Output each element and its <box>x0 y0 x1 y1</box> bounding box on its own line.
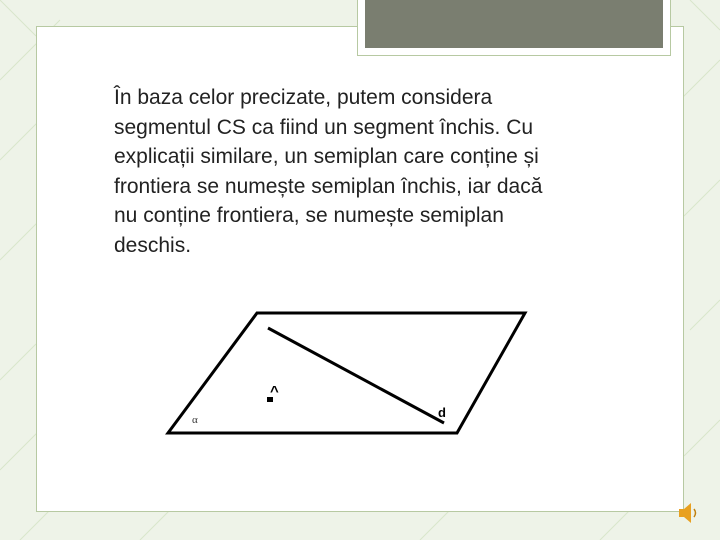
title-tab <box>365 0 663 48</box>
body-paragraph: În baza celor precizate, putem considera segmentul CS ca fiind un segment închis. Cu explicații similare, un semiplan care conține și frontiera se numește semiplan închis, iar dacă nu conține frontiera, se numește semiplan deschis. <box>114 86 543 257</box>
point-label-s: d <box>438 405 446 420</box>
semiplane-figure <box>160 300 530 445</box>
segment-cs <box>268 328 444 423</box>
plane-parallelogram <box>168 313 525 433</box>
point-label-c: ^ <box>270 383 279 400</box>
speaker-icon[interactable] <box>676 500 700 526</box>
plane-label-alpha: α <box>192 414 198 426</box>
